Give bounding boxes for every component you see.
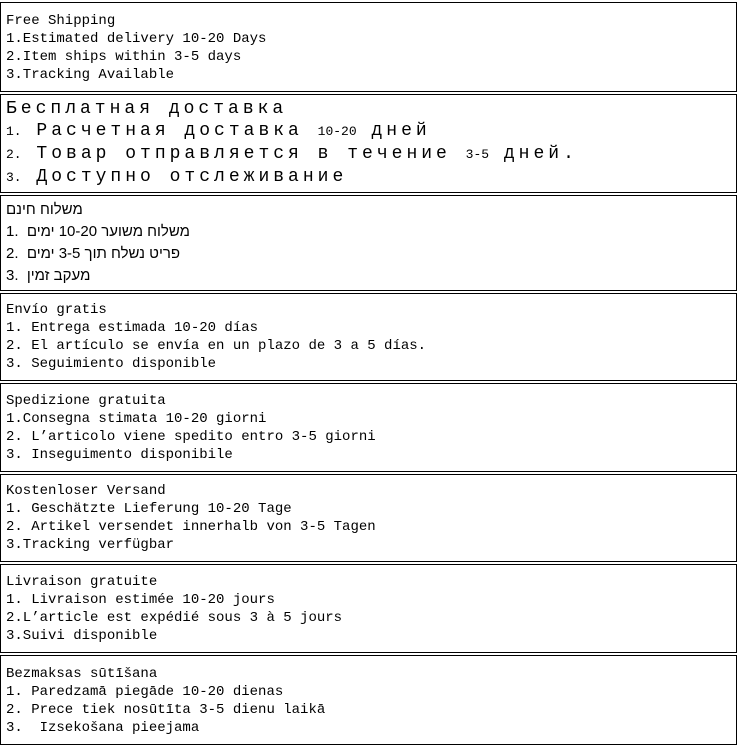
shipping-line: 3. Izsekošana pieejama bbox=[6, 720, 200, 736]
section-title: משלוח חינם bbox=[6, 201, 83, 218]
shipping-line: 2. El artículo se envía en un plazo de 3 a 5 días. bbox=[6, 338, 427, 354]
shipping-section-italian bbox=[0, 383, 737, 472]
shipping-line: 1. Geschätzte Lieferung 10-20 Tage bbox=[6, 501, 292, 517]
shipping-line: 2.Item ships within 3-5 days bbox=[6, 49, 242, 65]
shipping-line: 2.L’article est expédié sous 3 à 5 jours bbox=[6, 610, 343, 626]
shipping-line: 1. Entrega estimada 10-20 días bbox=[6, 320, 259, 336]
shipping-section-german bbox=[0, 474, 737, 562]
shipping-line: 3.Tracking verfügbar bbox=[6, 537, 175, 553]
shipping-line: 3. מעקב זמין bbox=[6, 267, 91, 284]
section-title: Envío gratis bbox=[6, 302, 107, 318]
shipping-line: 2. L’articolo viene spedito entro 3-5 giorni bbox=[6, 429, 376, 445]
shipping-line: 1. Paredzamā piegāde 10-20 dienas bbox=[6, 684, 284, 700]
shipping-line: 2. Товар отправляется в течение 3-5 дней. bbox=[6, 144, 578, 164]
shipping-line: 2. פריט נשלח תוך 3-5 ימים bbox=[6, 245, 181, 262]
shipping-line: 3. Seguimiento disponible bbox=[6, 356, 217, 372]
shipping-section-spanish bbox=[0, 293, 737, 381]
section-title: Spedizione gratuita bbox=[6, 393, 166, 409]
shipping-line: 1.Estimated delivery 10-20 Days bbox=[6, 31, 267, 47]
shipping-section-hebrew bbox=[0, 195, 737, 291]
shipping-line: 3. Доступно отслеживание bbox=[6, 167, 348, 187]
shipping-section-latvian bbox=[0, 655, 737, 745]
shipping-line: 1.Consegna stimata 10-20 giorni bbox=[6, 411, 267, 427]
shipping-section-russian bbox=[0, 94, 737, 193]
shipping-line: 2. Artikel versendet innerhalb von 3-5 Tagen bbox=[6, 519, 376, 535]
shipping-section-french bbox=[0, 564, 737, 653]
section-title: Kostenloser Versand bbox=[6, 483, 166, 499]
section-title: Free Shipping bbox=[6, 13, 116, 29]
shipping-line: 2. Prece tiek nosūtīta 3-5 dienu laikā bbox=[6, 702, 326, 718]
shipping-line: 1. Livraison estimée 10-20 jours bbox=[6, 592, 275, 608]
shipping-line: 3.Tracking Available bbox=[6, 67, 175, 83]
shipping-line: 1. Расчетная доставка 10-20 дней bbox=[6, 121, 431, 141]
section-title: Bezmaksas sūtīšana bbox=[6, 666, 158, 682]
section-title: Livraison gratuite bbox=[6, 574, 158, 590]
shipping-line: 1. משלוח משוער 10-20 ימים bbox=[6, 223, 190, 240]
shipping-section-english bbox=[0, 2, 737, 92]
shipping-line: 3.Suivi disponible bbox=[6, 628, 158, 644]
shipping-line: 3. Inseguimento disponibile bbox=[6, 447, 233, 463]
section-title: Бесплатная доставка bbox=[6, 99, 288, 119]
